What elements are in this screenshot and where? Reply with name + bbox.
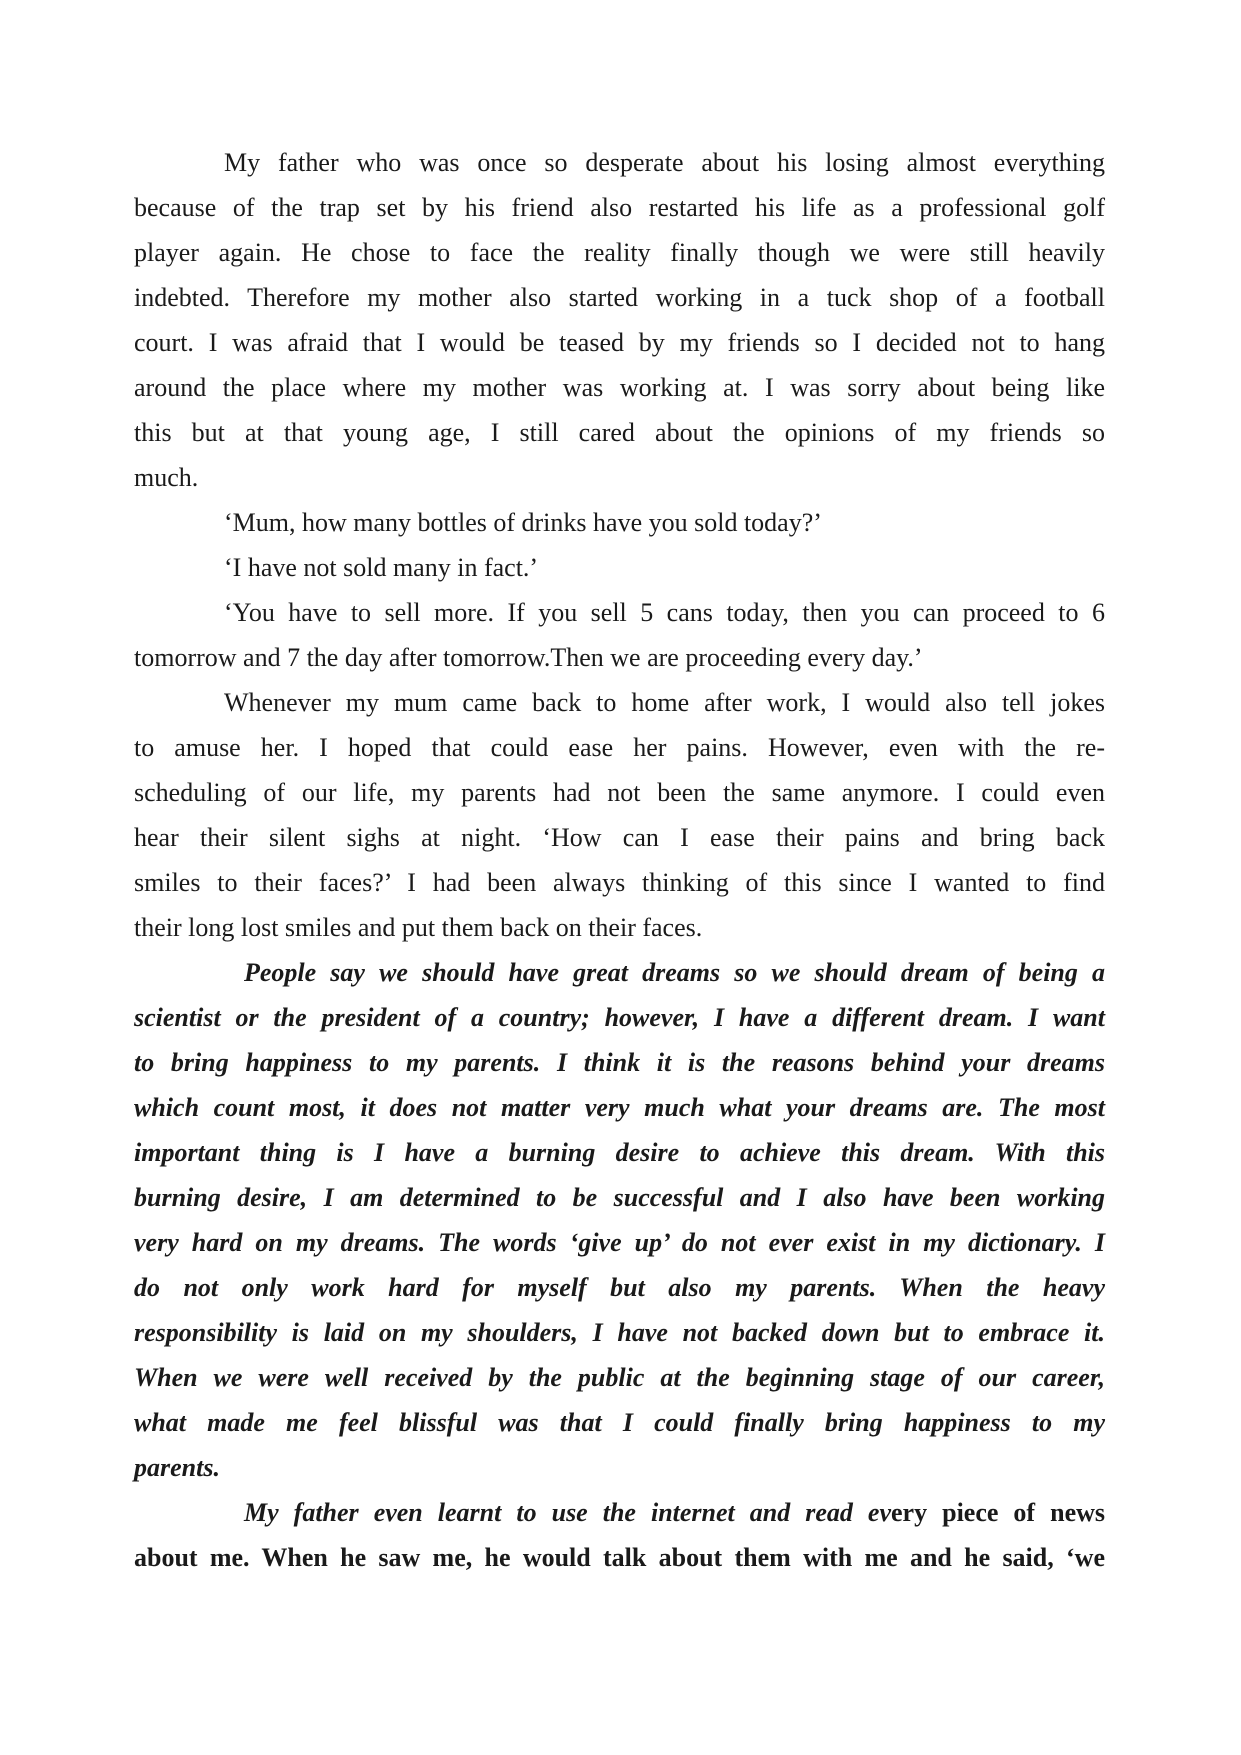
bold-segment: ery piece of news	[891, 1498, 1105, 1527]
text-line: smiles to their faces?’ I had been always thinking of this since I wanted to find	[134, 868, 1105, 897]
text-line: hear their silent sighs at night. ‘How can I ease their pains and bring back	[134, 823, 1105, 852]
paragraph-whenever-mum	[134, 680, 1105, 950]
text-line: burning desire, I am determined to be successful and I also have been working	[134, 1183, 1105, 1212]
text-line: what made me feel blissful was that I could finally bring happiness to my	[134, 1408, 1105, 1437]
text-line: around the place where my mother was working at. I was sorry about being like	[134, 373, 1105, 402]
text-line: much.	[134, 463, 199, 492]
text-line: about me. When he saw me, he would talk about them with me and he said, ‘we	[134, 1543, 1105, 1572]
text-line: their long lost smiles and put them back on their faces.	[134, 913, 703, 942]
text-line	[134, 1490, 1105, 1535]
text-line: because of the trap set by his friend also restarted his life as a professional golf	[134, 193, 1105, 222]
text-block	[134, 140, 1105, 1580]
text-line: very hard on my dreams. The words ‘give up’ do not ever exist in my dictionary. I	[134, 1228, 1105, 1257]
text-line: important thing is I have a burning desire to achieve this dream. With this	[134, 1138, 1105, 1167]
text-line: People say we should have great dreams so we should dream of being a	[244, 958, 1105, 987]
text-line: which count most, it does not matter very much what your dreams are. The most	[134, 1093, 1105, 1122]
text-line: ‘Mum, how many bottles of drinks have you sold today?’	[224, 508, 822, 537]
text-line: this but at that young age, I still cared about the opinions of my friends so	[134, 418, 1105, 447]
dialogue-sell-more	[134, 590, 1105, 680]
text-line: tomorrow and 7 the day after tomorrow.Then we are proceeding every day.’	[134, 643, 923, 672]
text-line: parents.	[134, 1453, 220, 1482]
text-line: player again. He chose to face the reality finally though we were still heavily	[134, 238, 1105, 267]
text-line: ‘You have to sell more. If you sell 5 cans today, then you can proceed to 6	[224, 598, 1105, 627]
text-line: court. I was afraid that I would be teased by my friends so I decided not to hang	[134, 328, 1105, 357]
text-line: do not only work hard for myself but also my parents. When the heavy	[134, 1273, 1105, 1302]
text-line: indebted. Therefore my mother also started working in a tuck shop of a football	[134, 283, 1105, 312]
text-line: My father who was once so desperate about his losing almost everything	[224, 148, 1105, 177]
text-line: scientist or the president of a country; however, I have a different dream. I want	[134, 1003, 1105, 1032]
dialogue-mum-bottles	[134, 500, 1105, 545]
text-line: responsibility is laid on my shoulders, I have not backed down but to embrace it.	[134, 1318, 1105, 1347]
paragraph-father-golf	[134, 140, 1105, 500]
text-line: scheduling of our life, my parents had not been the same anymore. I could even	[134, 778, 1105, 807]
text-line: Whenever my mum came back to home after work, I would also tell jokes	[224, 688, 1105, 717]
text-line: When we were well received by the public at the beginning stage of our career,	[134, 1363, 1105, 1392]
paragraph-dream	[134, 950, 1105, 1490]
text-line: ‘I have not sold many in fact.’	[224, 553, 539, 582]
text-line: to amuse her. I hoped that could ease her pains. However, even with the re-	[134, 733, 1105, 762]
text-line: to bring happiness to my parents. I think it is the reasons behind your dreams	[134, 1048, 1105, 1077]
dialogue-not-sold-many	[134, 545, 1105, 590]
paragraph-father-internet	[134, 1490, 1105, 1580]
italic-segment: My father even learnt to use the internet and read ev	[244, 1498, 892, 1527]
